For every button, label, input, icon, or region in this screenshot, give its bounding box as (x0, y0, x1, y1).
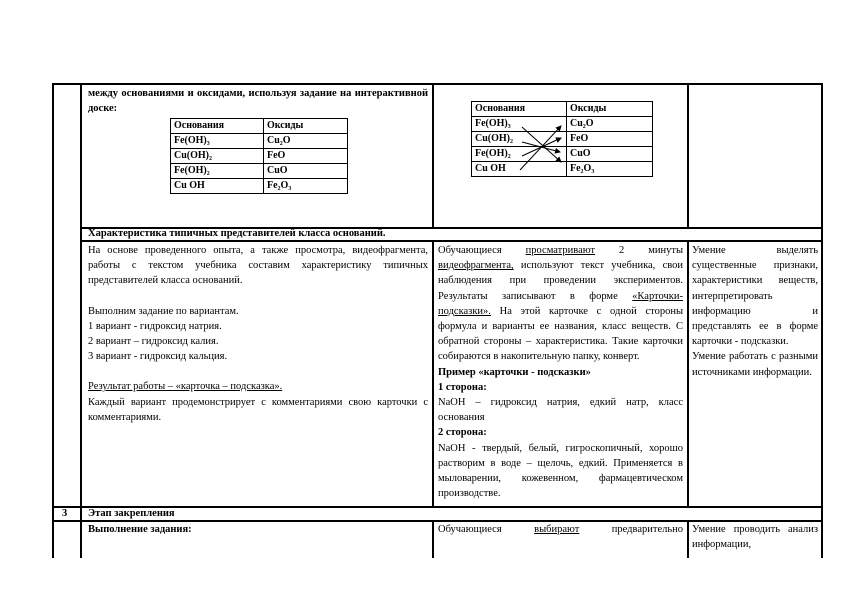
variant-2: 2 вариант – гидроксид калия. (88, 336, 219, 348)
skill: Умение выделять существенные признаки, характеристики веществ, интерпретировать информацию и представлять ее в форме карточки - подсказки. (692, 245, 818, 348)
variant-1: 1 вариант - гидроксид натрия. (88, 320, 222, 332)
side1-label: 1 сторона: (438, 381, 487, 393)
cell: Fe₂O₃ (264, 179, 348, 194)
variant-3: 3 вариант - гидроксид кальция. (88, 351, 228, 363)
text: Обучающиеся (438, 524, 502, 535)
cell: CuO (567, 147, 653, 162)
header-oxides: Оксиды (567, 102, 653, 117)
arrow-cuoh-cu2o (520, 126, 561, 170)
stage-title: Этап закрепления (88, 508, 175, 519)
cell: FeO (264, 149, 348, 164)
text: просматривают (525, 245, 596, 256)
text: На этой карточке с одной стороны формула и варианты ее названия, класс веществ. С обратной стороны – характеристика. Такие карточки собираются в накопительную папку, конверт. (438, 305, 683, 363)
cell: Cu₂O (264, 134, 348, 149)
side1-text: NaOH – гидроксид натрия, едкий натр, класс основания (438, 397, 683, 424)
side2-text: NaOH - твердый, белый, гигроскопичный, хорошо растворим в воде – щелочь, едкий. Применяется в мыловарении, кожевенном, фармацевтическом производстве. (438, 442, 683, 500)
student-activity-2 (438, 522, 683, 537)
cell: Cu(OH)₂ (171, 149, 264, 164)
text: видеофрагмента, (438, 260, 514, 272)
skills-2: Умение проводить анализ информации, (692, 524, 818, 551)
section-heading: Характеристика типичных представителей класса оснований. (88, 228, 386, 239)
result-heading: Результат работы – «карточка – подсказка». (88, 381, 283, 393)
text: используют текст учебника, свои наблюдения при проведении экспериментов. Результаты записывают в форме (438, 260, 683, 302)
header-bases: Основания (171, 119, 264, 134)
text: предварительно (579, 524, 684, 535)
cell: Cu OH (171, 179, 264, 194)
stage-number: 3 (62, 508, 68, 519)
cell: Fe(OH)₃ (472, 117, 567, 132)
skills (692, 243, 818, 380)
task-label: Выполнение задания: (88, 524, 192, 535)
cell: Fe₂O₃ (567, 162, 653, 177)
paragraph: Выполним задание по вариантам. (88, 305, 239, 317)
text: 2 минуты (595, 245, 683, 256)
skill: Умение работать с разными источниками информации. (692, 351, 818, 378)
example-heading: Пример «карточки - подсказки» (438, 366, 591, 378)
cell: Cu OH (472, 162, 567, 177)
text: Обучающиеся (438, 245, 502, 256)
teacher-activity (88, 243, 428, 425)
paragraph: На основе проведенного опыта, а также просмотра, видеофрагмента, работы с текстом учебника составим характеристику типичных представителей класса оснований. (88, 245, 428, 287)
header-bases: Основания (472, 102, 567, 117)
task-intro-text: между основаниями и оксидами, используя задание на интерактивной доске: (88, 88, 428, 115)
paragraph: Каждый вариант продемонстрирует с комментариями свою карточки с комментариями. (88, 396, 428, 423)
text: «Карточки-подсказки». (438, 290, 683, 317)
cell: Fe(OH)₃ (171, 134, 264, 149)
header-oxides: Оксиды (264, 119, 348, 134)
cell: Fe(OH)₂ (472, 147, 567, 162)
cell: FeO (567, 132, 653, 147)
side2-label: 2 сторона: (438, 427, 487, 439)
cell: Cu(OH)₂ (472, 132, 567, 147)
cell: CuO (264, 164, 348, 179)
text: выбирают (534, 524, 580, 535)
cell: Fe(OH)₂ (171, 164, 264, 179)
cell: Cu₂O (567, 117, 653, 132)
student-activity (438, 243, 683, 501)
